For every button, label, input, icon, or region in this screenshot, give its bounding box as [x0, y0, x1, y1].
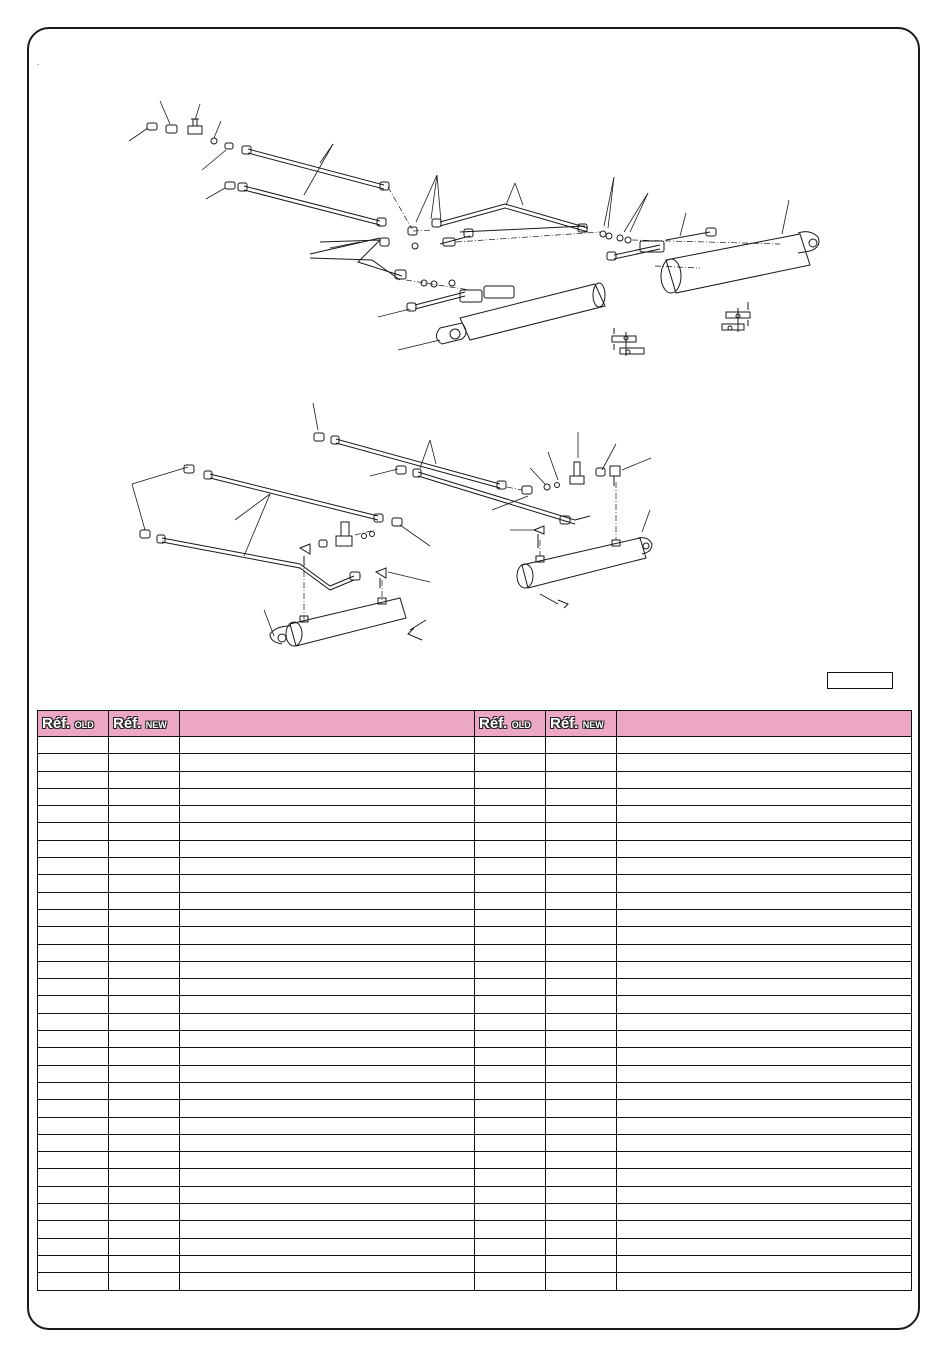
table-cell — [38, 737, 109, 754]
table-cell — [546, 1065, 617, 1082]
table-cell — [180, 823, 475, 840]
table-cell — [180, 1082, 475, 1099]
table-cell — [109, 737, 180, 754]
table-cell — [38, 771, 109, 788]
header-ref-old-left: Réf. OLD — [38, 711, 109, 737]
table-cell — [109, 754, 180, 771]
table-cell — [617, 788, 912, 805]
table-cell — [617, 875, 912, 892]
header-ref-old-right: Réf. OLD — [475, 711, 546, 737]
table-cell — [475, 1204, 546, 1221]
table-cell — [546, 737, 617, 754]
header-ref-new-left: Réf. NEW — [109, 711, 180, 737]
table-cell — [180, 1013, 475, 1030]
table-cell — [180, 1255, 475, 1272]
table-cell — [617, 1082, 912, 1099]
table-cell — [180, 1169, 475, 1186]
table-cell — [546, 1134, 617, 1151]
table-cell — [180, 1100, 475, 1117]
table-cell — [546, 1082, 617, 1099]
table-cell — [109, 1134, 180, 1151]
table-cell — [109, 1273, 180, 1290]
table-cell — [180, 961, 475, 978]
hoses-bottom-left — [140, 465, 402, 590]
table-cell — [617, 1273, 912, 1290]
table-cell — [109, 858, 180, 875]
top-assembly — [129, 101, 819, 356]
table-cell — [546, 806, 617, 823]
table-cell — [38, 1255, 109, 1272]
table-cell — [109, 1082, 180, 1099]
table-cell — [546, 1238, 617, 1255]
table-cell — [475, 788, 546, 805]
table-cell — [38, 823, 109, 840]
table-cell — [180, 1134, 475, 1151]
table-cell — [546, 961, 617, 978]
table-row — [38, 1186, 912, 1203]
table-cell — [180, 840, 475, 857]
table-row — [38, 944, 912, 961]
table-cell — [475, 1048, 546, 1065]
table-cell — [475, 1134, 546, 1151]
table-cell — [180, 858, 475, 875]
table-cell — [617, 1100, 912, 1117]
table-row — [38, 961, 912, 978]
table-cell — [475, 840, 546, 857]
table-cell — [475, 1169, 546, 1186]
table-cell — [180, 771, 475, 788]
table-cell — [475, 1255, 546, 1272]
table-row — [38, 996, 912, 1013]
table-cell — [180, 979, 475, 996]
linkage-symbol-a — [722, 302, 750, 332]
table-cell — [38, 788, 109, 805]
table-cell — [180, 875, 475, 892]
table-cell — [109, 1255, 180, 1272]
table-cell — [475, 875, 546, 892]
table-cell — [475, 979, 546, 996]
table-row — [38, 788, 912, 805]
table-cell — [38, 1048, 109, 1065]
table-cell — [38, 979, 109, 996]
table-cell — [38, 806, 109, 823]
table-cell — [475, 1221, 546, 1238]
table-cell — [109, 1117, 180, 1134]
table-cell — [475, 1238, 546, 1255]
cylinder-bottom-right — [517, 538, 652, 608]
table-cell — [475, 1273, 546, 1290]
parts-table-header — [38, 711, 912, 737]
table-cell — [109, 1065, 180, 1082]
table-cell — [38, 754, 109, 771]
cylinder-right — [607, 228, 819, 293]
table-cell — [617, 1169, 912, 1186]
parts-table — [37, 710, 912, 1291]
table-cell — [617, 840, 912, 857]
table-row — [38, 1255, 912, 1272]
table-cell — [617, 1204, 912, 1221]
table-cell — [546, 1169, 617, 1186]
table-cell — [546, 1152, 617, 1169]
table-cell — [475, 996, 546, 1013]
table-row — [38, 754, 912, 771]
table-cell — [109, 1013, 180, 1030]
table-cell — [475, 1152, 546, 1169]
table-cell — [109, 979, 180, 996]
table-cell — [617, 1255, 912, 1272]
table-cell — [109, 875, 180, 892]
table-row — [38, 927, 912, 944]
table-row — [38, 1221, 912, 1238]
table-cell — [38, 1117, 109, 1134]
table-cell — [617, 858, 912, 875]
table-cell — [38, 875, 109, 892]
table-row — [38, 1048, 912, 1065]
table-cell — [546, 754, 617, 771]
table-cell — [180, 927, 475, 944]
table-cell — [546, 1048, 617, 1065]
table-cell — [546, 840, 617, 857]
header-description-left — [180, 711, 475, 737]
table-cell — [546, 909, 617, 926]
table-cell — [475, 771, 546, 788]
table-cell — [546, 1013, 617, 1030]
table-cell — [38, 1186, 109, 1203]
table-cell — [180, 806, 475, 823]
table-cell — [109, 1221, 180, 1238]
table-row — [38, 1204, 912, 1221]
header-ref-new-right: Réf. NEW — [546, 711, 617, 737]
table-cell — [180, 754, 475, 771]
table-cell — [38, 961, 109, 978]
cylinder-bottom-left — [270, 598, 426, 646]
table-cell — [180, 1221, 475, 1238]
table-cell — [475, 806, 546, 823]
table-cell — [180, 909, 475, 926]
table-row — [38, 979, 912, 996]
table-cell — [617, 892, 912, 909]
table-cell — [475, 754, 546, 771]
table-row — [38, 771, 912, 788]
table-cell — [109, 1048, 180, 1065]
table-cell — [617, 771, 912, 788]
table-cell — [180, 788, 475, 805]
table-cell — [38, 1221, 109, 1238]
table-cell — [180, 1273, 475, 1290]
table-cell — [38, 1031, 109, 1048]
table-row — [38, 1117, 912, 1134]
table-cell — [180, 1204, 475, 1221]
table-row — [38, 1152, 912, 1169]
table-cell — [38, 996, 109, 1013]
table-cell — [475, 1031, 546, 1048]
table-cell — [546, 1204, 617, 1221]
table-cell — [109, 806, 180, 823]
table-cell — [475, 1186, 546, 1203]
table-row — [38, 858, 912, 875]
table-cell — [38, 1238, 109, 1255]
table-cell — [617, 737, 912, 754]
table-row — [38, 1134, 912, 1151]
table-cell — [38, 892, 109, 909]
table-cell — [38, 1169, 109, 1186]
table-cell — [475, 909, 546, 926]
table-cell — [109, 1100, 180, 1117]
table-cell — [109, 961, 180, 978]
table-cell — [180, 1186, 475, 1203]
table-cell — [475, 1065, 546, 1082]
table-cell — [180, 737, 475, 754]
reference-box — [827, 672, 893, 689]
table-row — [38, 1238, 912, 1255]
table-cell — [109, 1204, 180, 1221]
table-cell — [109, 1031, 180, 1048]
table-cell — [475, 1013, 546, 1030]
table-cell — [38, 1152, 109, 1169]
table-cell — [546, 1273, 617, 1290]
table-cell — [546, 1255, 617, 1272]
table-cell — [109, 944, 180, 961]
table-cell — [180, 944, 475, 961]
table-cell — [475, 944, 546, 961]
table-cell — [475, 1082, 546, 1099]
table-cell — [38, 840, 109, 857]
header-description-right — [617, 711, 912, 737]
table-cell — [617, 944, 912, 961]
table-cell — [180, 1031, 475, 1048]
table-cell — [38, 1134, 109, 1151]
table-cell — [475, 961, 546, 978]
table-cell — [546, 996, 617, 1013]
table-cell — [546, 979, 617, 996]
parts-table-body — [38, 737, 912, 1291]
centre-lines-bottom — [304, 482, 616, 620]
hoses-top — [238, 146, 631, 287]
table-cell — [180, 1065, 475, 1082]
table-cell — [617, 1013, 912, 1030]
table-cell — [546, 1100, 617, 1117]
table-cell — [109, 909, 180, 926]
table-cell — [546, 944, 617, 961]
table-cell — [617, 1117, 912, 1134]
leader-lines-top — [129, 101, 789, 350]
table-cell — [617, 1186, 912, 1203]
table-cell — [109, 823, 180, 840]
table-cell — [617, 1065, 912, 1082]
table-cell — [617, 1152, 912, 1169]
table-cell — [109, 1186, 180, 1203]
table-cell — [617, 1031, 912, 1048]
table-cell — [38, 927, 109, 944]
table-cell — [546, 1186, 617, 1203]
table-cell — [617, 1221, 912, 1238]
table-cell — [109, 788, 180, 805]
page-marker: . — [37, 58, 40, 67]
table-cell — [38, 1013, 109, 1030]
table-cell — [475, 737, 546, 754]
bottom-assembly — [132, 403, 652, 646]
table-cell — [475, 823, 546, 840]
table-cell — [38, 858, 109, 875]
table-cell — [109, 996, 180, 1013]
table-cell — [617, 927, 912, 944]
table-cell — [546, 788, 617, 805]
table-cell — [617, 979, 912, 996]
table-cell — [546, 1221, 617, 1238]
table-cell — [180, 996, 475, 1013]
table-cell — [109, 927, 180, 944]
table-cell — [109, 1238, 180, 1255]
table-cell — [617, 1238, 912, 1255]
table-cell — [38, 909, 109, 926]
table-row — [38, 875, 912, 892]
linkage-symbol-b — [612, 328, 644, 356]
table-cell — [617, 754, 912, 771]
table-row — [38, 1013, 912, 1030]
table-cell — [109, 840, 180, 857]
table-cell — [617, 909, 912, 926]
table-cell — [617, 996, 912, 1013]
table-cell — [546, 823, 617, 840]
table-cell — [109, 1152, 180, 1169]
table-cell — [617, 823, 912, 840]
table-row — [38, 737, 912, 754]
table-cell — [546, 858, 617, 875]
table-cell — [109, 892, 180, 909]
table-row — [38, 892, 912, 909]
cylinder-lower-left — [407, 283, 605, 344]
table-cell — [546, 771, 617, 788]
table-cell — [475, 1117, 546, 1134]
table-cell — [180, 892, 475, 909]
table-cell — [180, 1048, 475, 1065]
table-row — [38, 1273, 912, 1290]
table-cell — [617, 806, 912, 823]
table-cell — [546, 1117, 617, 1134]
table-row — [38, 1065, 912, 1082]
table-cell — [546, 875, 617, 892]
table-cell — [546, 892, 617, 909]
table-cell — [180, 1152, 475, 1169]
table-cell — [180, 1238, 475, 1255]
table-cell — [38, 1082, 109, 1099]
table-cell — [38, 1273, 109, 1290]
table-row — [38, 806, 912, 823]
table-cell — [475, 927, 546, 944]
table-row — [38, 840, 912, 857]
table-cell — [617, 1048, 912, 1065]
hoses-bottom-right — [314, 433, 620, 548]
table-row — [38, 1100, 912, 1117]
table-cell — [109, 771, 180, 788]
table-cell — [617, 961, 912, 978]
table-row — [38, 1169, 912, 1186]
table-cell — [38, 1065, 109, 1082]
table-cell — [475, 1100, 546, 1117]
table-cell — [38, 944, 109, 961]
table-cell — [546, 1031, 617, 1048]
table-cell — [475, 858, 546, 875]
table-row — [38, 909, 912, 926]
table-cell — [109, 1169, 180, 1186]
table-cell — [180, 1117, 475, 1134]
table-cell — [617, 1134, 912, 1151]
table-cell — [38, 1100, 109, 1117]
table-row — [38, 1031, 912, 1048]
table-row — [38, 1082, 912, 1099]
table-cell — [38, 1204, 109, 1221]
table-cell — [475, 892, 546, 909]
table-row — [38, 823, 912, 840]
table-cell — [546, 927, 617, 944]
